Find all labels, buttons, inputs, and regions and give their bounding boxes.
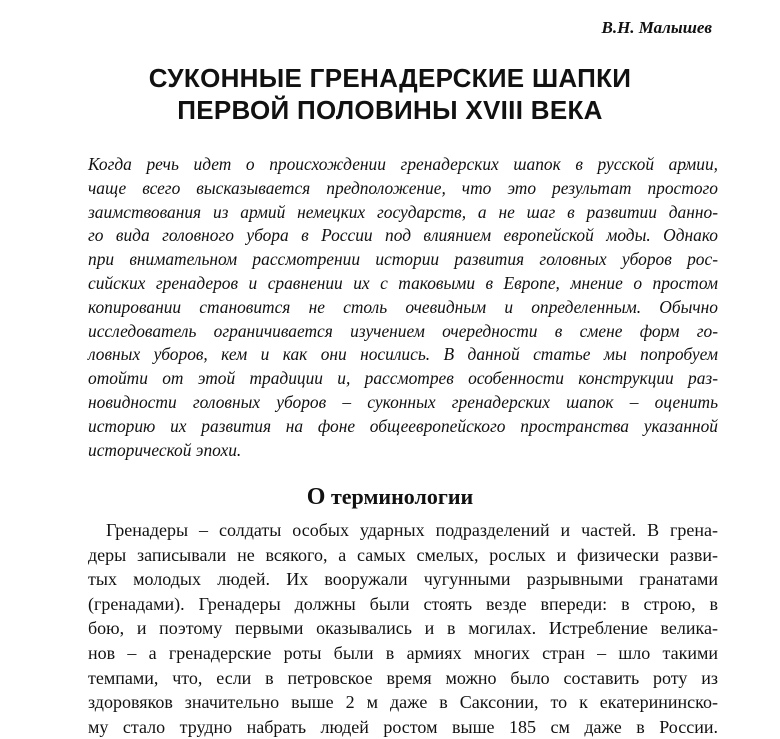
section-heading [0, 484, 780, 511]
title-line: СУКОННЫЕ ГРЕНАДЕРСКИЕ ШАПКИ [148, 63, 632, 93]
author-name: В.Н. Малышев [601, 18, 712, 37]
body-line: здоровяков значительно выше 2 м даже в Саксонии, то к екатерининско- [88, 692, 718, 713]
abstract-line: Когда речь идет о происхождении гренадерских шапок в русской армии, [88, 154, 718, 174]
abstract-line: сийских гренадеров и сравнении их с таковыми в Европе, мнение о простом [88, 272, 718, 293]
body-line: тых молодых людей. Их вооружали чугунными разрывными гранатами [88, 569, 718, 590]
body-line: бою, и поэтому первыми оказывались и в могилах. Истребление велика- [88, 618, 718, 639]
section-heading-initial: О [306, 484, 326, 510]
body-line: Гренадеры – солдаты особых ударных подразделений и частей. В грена- [88, 520, 718, 540]
abstract-line: чаще всего высказывается предположение, что это результат простого [88, 177, 718, 198]
abstract-line: ловных уборов, кем и как они носились. В данной статье мы попробуем [88, 344, 718, 365]
abstract-line: копировании становится не столь очевидным и определенным. Обычно [88, 296, 718, 317]
section-heading-text: терминологии [330, 484, 474, 509]
abstract-line: при внимательном рассмотрении истории развития головных уборов рос- [88, 249, 718, 270]
body-line: му стало трудно набрать людей ростом выше 185 см даже в России. [88, 716, 718, 737]
body-line: нов – а гренадерские роты были в армиях многих стран – шло такими [88, 642, 718, 663]
body-text [88, 518, 718, 739]
body-line: темпами, что, если в петровское время можно было составить роту из [88, 667, 718, 688]
abstract-line: исследователь ограничивается изучением очередности в смене форм го- [88, 320, 718, 341]
body-line: (гренадами). Гренадеры должны были стоять везде впереди: в строю, в [88, 593, 718, 614]
article-title [0, 62, 780, 126]
abstract-line: заимствования из армий немецких государств, а не шаг в развитии данно- [88, 201, 718, 222]
title-line: ПЕРВОЙ ПОЛОВИНЫ XVIII ВЕКА [177, 95, 603, 125]
abstract-line: новидности головных уборов – суконных гренадерских шапок – оценить [88, 391, 718, 412]
abstract-line: отойти от этой традиции и, рассмотрев особенности конструкции раз- [88, 368, 718, 389]
abstract-line: историю их развития на фоне общеевропейского пространства указанной [88, 415, 718, 436]
abstract-line: исторической эпохи. [88, 439, 242, 460]
abstract [88, 153, 718, 462]
body-line: деры записывали не всякого, а самых смелых, рослых и физически разви- [88, 544, 718, 565]
abstract-line: го вида головного убора в России под влиянием европейской моды. Однако [88, 225, 718, 246]
